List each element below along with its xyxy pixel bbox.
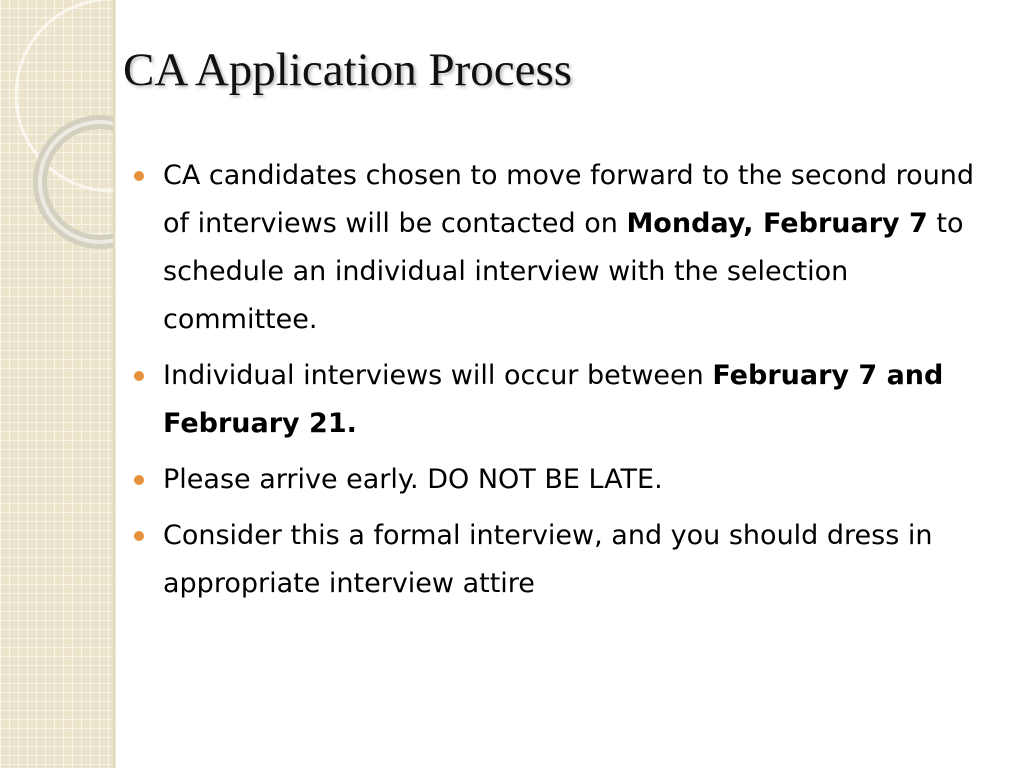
bullet-dot-icon <box>134 531 144 541</box>
bullet-text: Consider this a formal interview, and you should dress in appropriate interview attire <box>163 520 933 599</box>
decorative-ring-large <box>16 0 113 191</box>
bullet-dot-icon <box>134 171 144 181</box>
bullet-text-bold: Monday, February 7 <box>626 208 928 239</box>
bullet-item <box>134 352 1004 448</box>
bullet-dot-icon <box>134 371 144 381</box>
bullet-list <box>134 152 1004 608</box>
slide-title: CA Application Process <box>123 44 573 96</box>
decorative-side-panel <box>0 0 113 768</box>
bullet-text: Please arrive early. DO NOT BE LATE. <box>163 464 663 495</box>
decorative-rings <box>0 0 113 768</box>
decorative-ring-small <box>40 122 113 242</box>
bullet-item <box>134 456 1004 504</box>
side-panel-edge <box>113 0 116 768</box>
bullet-text: to schedule an individual interview with the selection committee. <box>163 208 964 335</box>
bullet-text: Individual interviews will occur between <box>163 360 713 391</box>
bullet-dot-icon <box>134 475 144 485</box>
bullet-text-bold: February 7 and February 21. <box>163 360 944 439</box>
slide-content <box>134 152 1004 616</box>
bullet-item <box>134 152 1004 344</box>
bullet-text: CA candidates chosen to move forward to the second round of interviews will be contacted on <box>163 160 975 239</box>
bullet-item <box>134 512 1004 608</box>
